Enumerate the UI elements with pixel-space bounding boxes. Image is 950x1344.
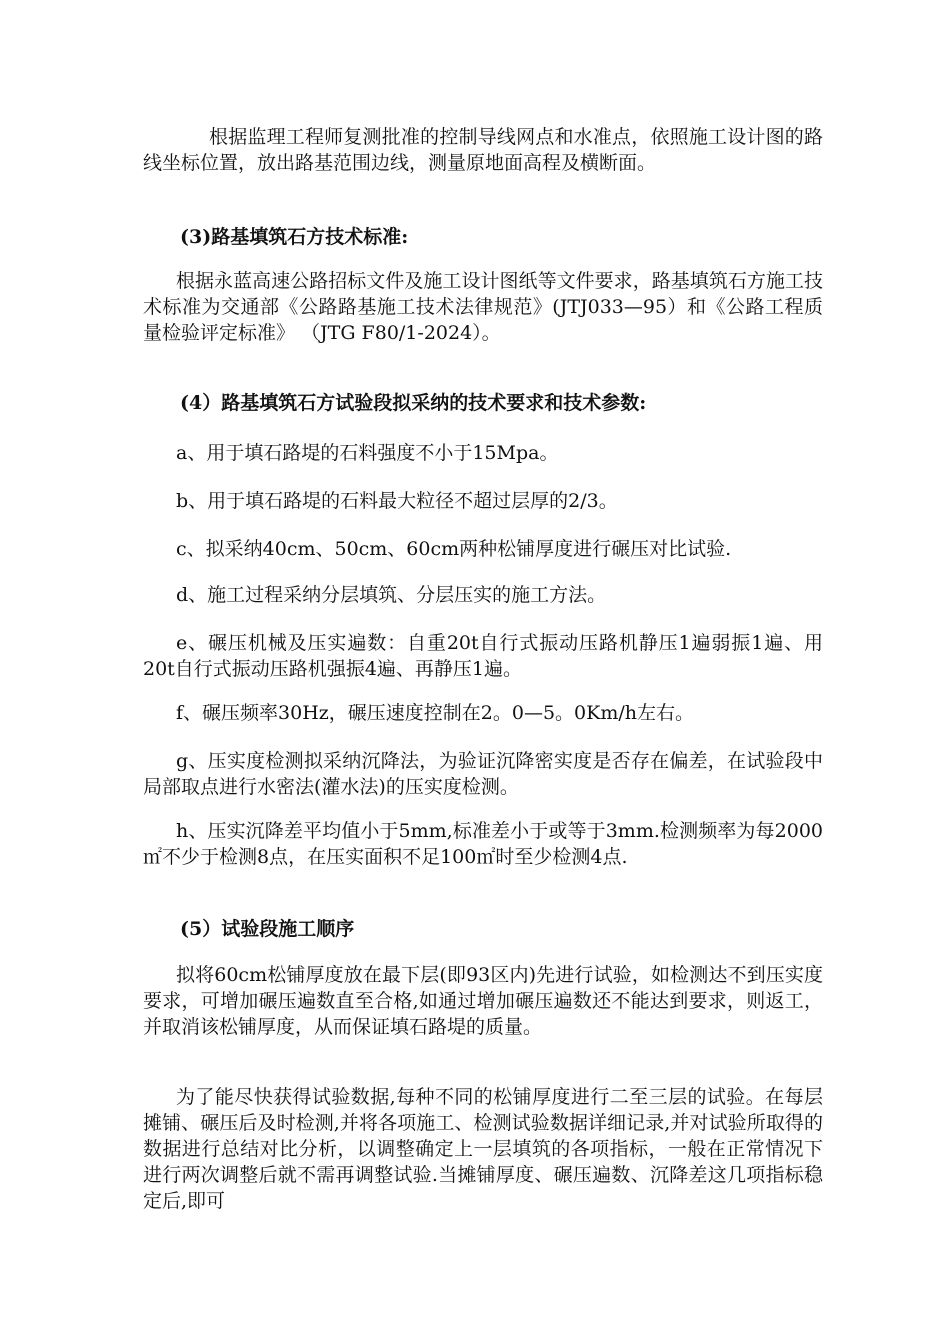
list-item-h: h、压实沉降差平均值小于5mm,标准差小于或等于3mm.检测频率为每2000㎡不少于检测8点，在压实面积不足100㎡时至少检测4点. (143, 820, 823, 868)
sequence-paragraph-2: 为了能尽快获得试验数据,每种不同的松铺厚度进行二至三层的试验。在每层摊铺、碾压后及时检测,并将各项施工、检测试验数据详细记录,并对试验所取得的数据进行总结对比分析，以调整确定上一层填筑的各项指标，一般在正常情况下进行两次调整后就不需再调整试验.当摊铺厚度、碾压遍数、沉降差这几项指标稳定后,即可 (143, 1086, 823, 1212)
sequence-paragraph-1: 拟将60cm松铺厚度放在最下层(即93区内)先进行试验，如检测达不到压实度要求，可增加碾压遍数直至合格,如通过增加碾压遍数还不能达到要求，则返工，并取消该松铺厚度，从而保证填石路堤的质量。 (143, 964, 823, 1038)
list-item-a: a、用于填石路堤的石料强度不小于15Mpa。 (176, 442, 559, 464)
list-item-g: g、压实度检测拟采纳沉降法，为验证沉降密实度是否存在偏差，在试验段中局部取点进行水密法(灌水法)的压实度检测。 (143, 750, 823, 798)
list-item-f: f、碾压频率30Hz，碾压速度控制在2。0—5。0Km/h左右。 (176, 702, 694, 724)
list-item-d: d、施工过程采纳分层填筑、分层压实的施工方法。 (176, 584, 607, 606)
list-item-e: e、碾压机械及压实遍数：自重20t自行式振动压路机静压1遍弱振1遍、用20t自行式振动压路机强振4遍、再静压1遍。 (143, 632, 823, 680)
section-heading-3: (3)路基填筑石方技术标准: (180, 226, 409, 248)
list-item-c: c、拟采纳40cm、50cm、60cm两种松铺厚度进行碾压对比试验. (176, 538, 732, 560)
intro-paragraph: 根据监理工程师复测批准的控制导线网点和水准点，依照施工设计图的路线坐标位置，放出路基范围边线，测量原地面高程及横断面。 (143, 126, 823, 174)
section-heading-4: (4）路基填筑石方试验段拟采纳的技术要求和技术参数: (180, 392, 647, 414)
section-heading-5: (5）试验段施工顺序 (180, 918, 355, 940)
standards-paragraph: 根据永蓝高速公路招标文件及施工设计图纸等文件要求，路基填筑石方施工技术标准为交通部《公路路基施工技术法律规范》(JTJ033—95）和《公路工程质量检验评定标准》 （JTG F80/1-2024）。 (143, 270, 823, 344)
list-item-b: b、用于填石路堤的石料最大粒径不超过层厚的2/3。 (176, 490, 618, 512)
